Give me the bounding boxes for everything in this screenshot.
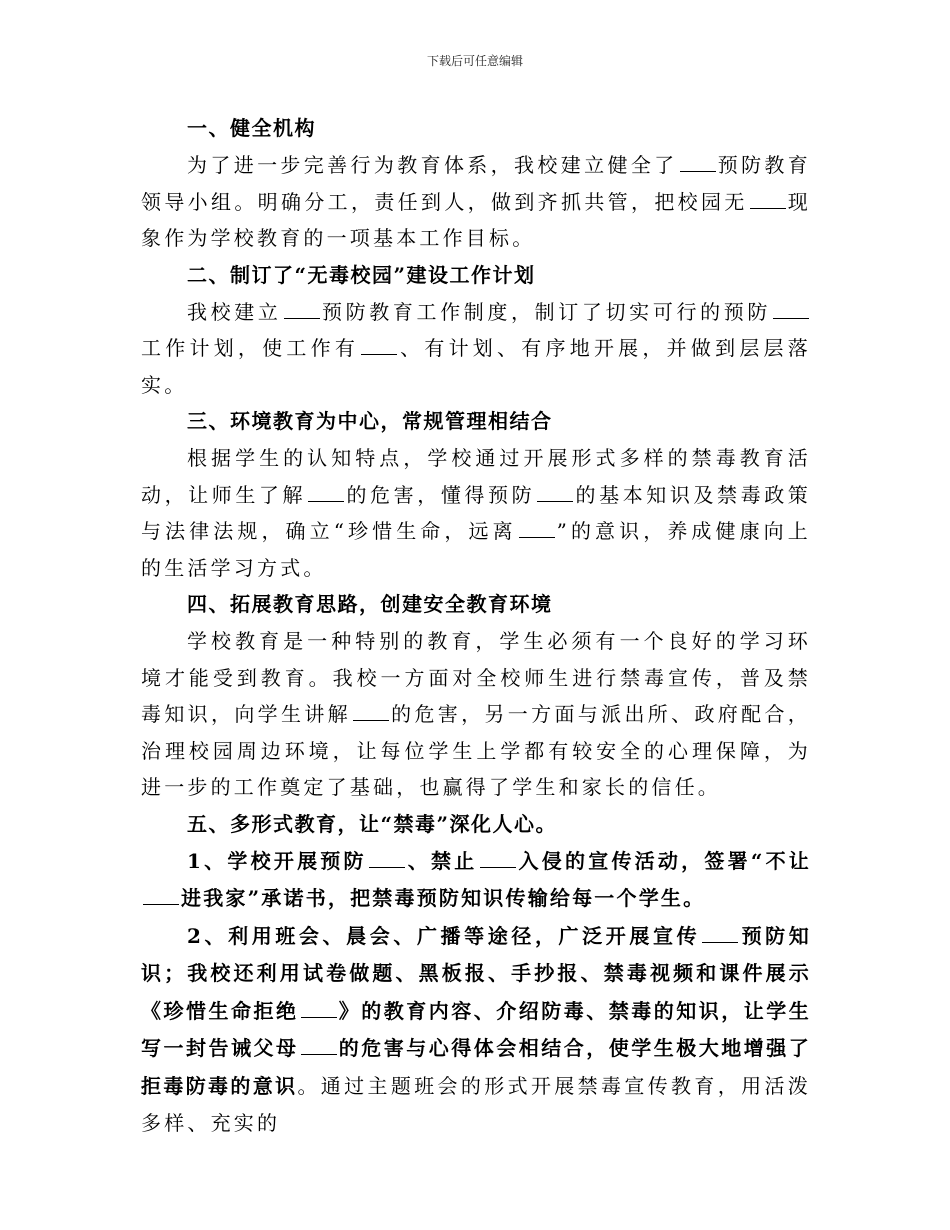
fill-blank <box>301 1040 337 1055</box>
section-heading-4: 四、拓展教育思路，创建安全教育环境 <box>187 592 553 616</box>
fill-blank <box>284 304 320 319</box>
fill-blank <box>773 304 809 319</box>
section-heading-1: 一、健全机构 <box>187 116 316 140</box>
section-heading-3: 三、环境教育为中心，常规管理相结合 <box>187 409 553 433</box>
paragraph-2: 我校建立 预防教育工作制度，制订了切实可行的预防工作计划，使工作有 、有计划、有序地开展，并做到层层落实。 <box>141 299 811 397</box>
fill-blank <box>480 853 516 868</box>
page-header-note: 下载后可任意编辑 <box>426 54 523 68</box>
paragraph-6: 2、利用班会、晨会、广播等途径，广泛开展宣传 预防知识；我校还利用试卷做题、黑板报、手抄报、禁毒视频和课件展示《珍惜生命拒绝 》的教育内容、介绍防毒、禁毒的知识，让学生写一封告诫父母 的危害与心得体会相结合，使学生极大地增强了拒毒防毒的意识。通过主题班会的形式开展禁毒宣传教育，用活泼多样、充实的 <box>141 923 811 1135</box>
paragraph-4: 学校教育是一种特别的教育，学生必须有一个良好的学习环境才能受到教育。我校一方面对全校师生进行禁毒宣传，普及禁毒知识，向学生讲解 的危害，另一方面与派出所、政府配合，治理校园周边环境，让每位学生上学都有较安全的心理保障，为进一步的工作奠定了基础，也赢得了学生和家长的信任。 <box>141 629 811 799</box>
fill-blank <box>519 523 555 538</box>
fill-blank <box>750 194 786 209</box>
section-heading-5: 五、多形式教育，让“禁毒”深化人心。 <box>187 811 558 836</box>
section-heading-2: 二、制订了“无毒校园”建设工作计划 <box>187 262 536 287</box>
document-body <box>141 110 811 1142</box>
fill-blank <box>361 340 397 355</box>
fill-blank <box>353 706 389 721</box>
paragraph-1: 为了进一步完善行为教育体系，我校建立健全了 预防教育领导小组。明确分工，责任到人，做到齐抓共管，把校园无 现象作为学校教育的一项基本工作目标。 <box>141 153 812 250</box>
fill-blank <box>369 853 405 868</box>
paragraph-5: 1、学校开展预防 、禁止 入侵的宣传活动，签署“不让进我家”承诺书，把禁毒预防知识传输给每一个学生。 <box>141 843 811 918</box>
fill-blank <box>301 1003 337 1018</box>
fill-blank <box>308 487 344 502</box>
fill-blank <box>702 928 738 943</box>
fill-blank <box>143 890 179 905</box>
fill-blank <box>680 157 716 172</box>
fill-blank <box>537 487 573 502</box>
paragraph-3: 根据学生的认知特点，学校通过开展形式多样的禁毒教育活动，让师生了解 的危害，懂得预防 的基本知识及禁毒政策与法律法规，确立“珍惜生命，远离 ”的意识，养成健康向上的生活学习方式。 <box>141 446 811 580</box>
